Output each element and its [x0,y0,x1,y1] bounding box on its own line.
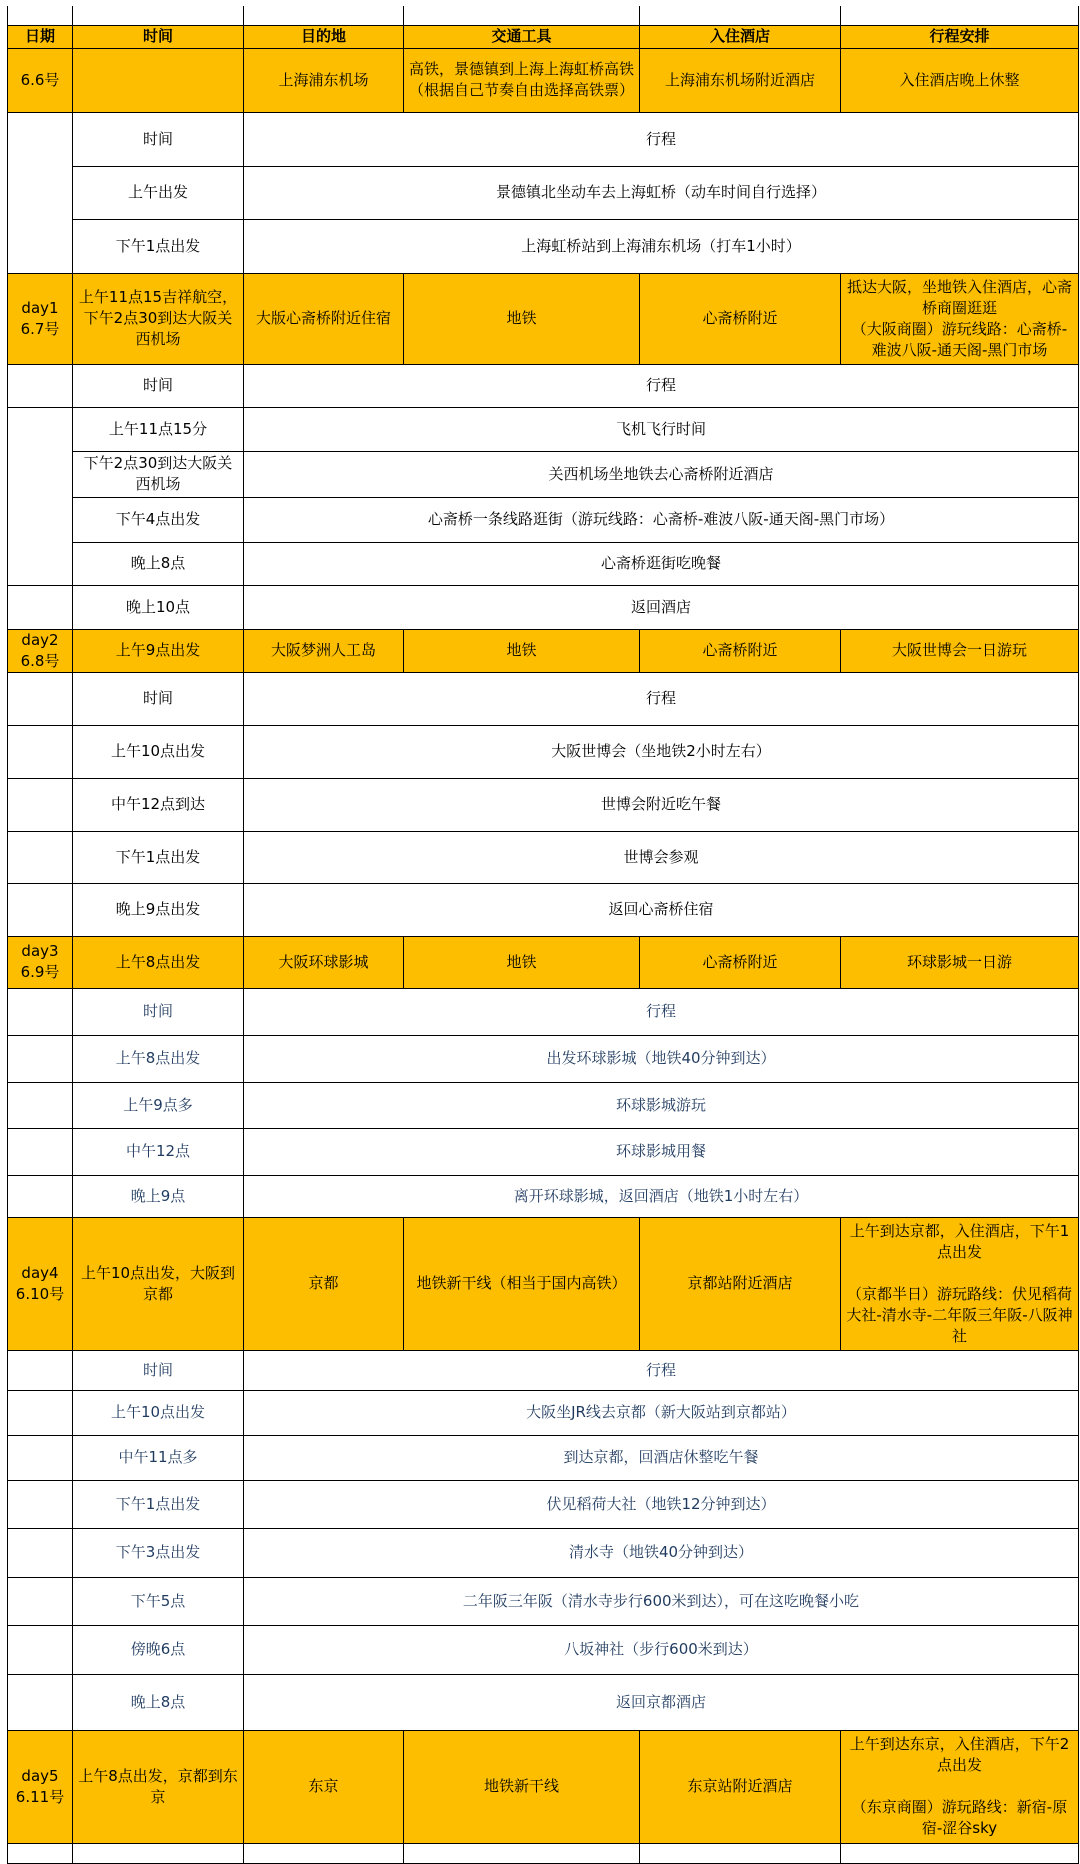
schedule-detail: 返回酒店 [244,585,1079,629]
day-destination: 上海浦东机场 [244,48,404,112]
day-date: day2 6.8号 [8,629,73,672]
schedule-time: 晚上10点 [73,585,244,629]
schedule-row [8,1035,1079,1082]
schedule-detail: 返回京都酒店 [244,1674,1079,1730]
day-plan: 抵达大阪，坐地铁入住酒店，心斋桥商圈逛逛 （大阪商圈）游玩线路：心斋桥-难波八阪-通天阁-黑门市场 [841,273,1079,364]
schedule-detail-header: 行程 [244,112,1079,166]
schedule-row [8,883,1079,936]
schedule-time: 上午8点出发 [73,1035,244,1082]
schedule-time: 中午12点到达 [73,778,244,831]
date-spacer [8,1528,73,1577]
schedule-row [8,831,1079,883]
date-spacer [8,1674,73,1730]
date-spacer [8,831,73,883]
header-hotel: 入住酒店 [640,25,841,48]
schedule-time-header: 时间 [73,672,244,725]
date-spacer [8,407,73,585]
schedule-detail: 大阪坐JR线去京都（新大阪站到京都站） [244,1390,1079,1435]
schedule-row [8,407,1079,451]
schedule-detail: 到达京都，回酒店休整吃午餐 [244,1435,1079,1480]
schedule-detail: 环球影城用餐 [244,1128,1079,1175]
header-row [8,25,1079,48]
date-spacer [8,364,73,407]
schedule-header-row [8,672,1079,725]
day-summary-row [8,936,1079,988]
schedule-detail: 上海虹桥站到上海浦东机场（打车1小时） [244,219,1079,273]
day-date: 6.6号 [8,48,73,112]
day-plan: 入住酒店晚上休整 [841,48,1079,112]
schedule-detail: 出发环球影城（地铁40分钟到达） [244,1035,1079,1082]
day-hotel: 心斋桥附近 [640,273,841,364]
day-time: 上午8点出发，京都到东京 [73,1730,244,1843]
day-transport: 地铁新干线（相当于国内高铁） [404,1217,640,1350]
schedule-time: 中午12点 [73,1128,244,1175]
day-destination: 大阪梦洲人工岛 [244,629,404,672]
schedule-row [8,1528,1079,1577]
schedule-time: 下午2点30到达大阪关西机场 [73,451,244,497]
header-transport: 交通工具 [404,25,640,48]
schedule-time: 傍晚6点 [73,1625,244,1674]
schedule-time: 上午10点出发 [73,1390,244,1435]
date-spacer [8,1035,73,1082]
day-time [73,48,244,112]
schedule-row [8,219,1079,273]
day-summary-row [8,273,1079,364]
schedule-detail: 二年阪三年阪（清水寺步行600米到达），可在这吃晚餐小吃 [244,1577,1079,1625]
schedule-detail-header: 行程 [244,364,1079,407]
schedule-time: 晚上9点 [73,1175,244,1217]
day-hotel: 京都站附近酒店 [640,1217,841,1350]
schedule-row [8,451,1079,497]
schedule-detail: 关西机场坐地铁去心斋桥附近酒店 [244,451,1079,497]
schedule-detail-header: 行程 [244,1350,1079,1390]
schedule-detail: 返回心斋桥住宿 [244,883,1079,936]
blank-row [8,6,1079,25]
date-spacer [8,1625,73,1674]
day-time: 上午11点15吉祥航空，下午2点30到达大阪关西机场 [73,273,244,364]
day-plan: 上午到达东京，入住酒店，下午2点出发 （东京商圈）游玩路线：新宿-原宿-涩谷sky [841,1730,1079,1843]
itinerary-table [7,6,1079,1864]
schedule-time: 上午出发 [73,166,244,219]
day-date: day3 6.9号 [8,936,73,988]
schedule-time: 上午10点出发 [73,725,244,778]
header-time: 时间 [73,25,244,48]
schedule-detail-header: 行程 [244,672,1079,725]
schedule-row [8,1577,1079,1625]
date-spacer [8,585,73,629]
date-spacer [8,1128,73,1175]
schedule-row [8,1175,1079,1217]
day-date: day5 6.11号 [8,1730,73,1843]
schedule-time: 下午5点 [73,1577,244,1625]
date-spacer [8,112,73,273]
date-spacer [8,778,73,831]
header-destination: 目的地 [244,25,404,48]
date-spacer [8,1175,73,1217]
schedule-detail: 八坂神社（步行600米到达） [244,1625,1079,1674]
date-spacer [8,1350,73,1390]
schedule-time: 下午1点出发 [73,1480,244,1528]
schedule-detail: 清水寺（地铁40分钟到达） [244,1528,1079,1577]
schedule-row [8,585,1079,629]
day-summary-row [8,1730,1079,1843]
schedule-row [8,497,1079,542]
schedule-time: 晚上8点 [73,542,244,585]
schedule-row [8,542,1079,585]
schedule-detail: 离开环球影城，返回酒店（地铁1小时左右） [244,1175,1079,1217]
schedule-time: 中午11点多 [73,1435,244,1480]
day-summary-row [8,629,1079,672]
day-time: 上午8点出发 [73,936,244,988]
schedule-row [8,1082,1079,1128]
day-transport: 高铁，景德镇到上海上海虹桥高铁（根据自己节奏自由选择高铁票） [404,48,640,112]
day-plan: 大阪世博会一日游玩 [841,629,1079,672]
day-destination: 大版心斋桥附近住宿 [244,273,404,364]
day-destination: 京都 [244,1217,404,1350]
day-transport: 地铁 [404,273,640,364]
date-spacer [8,1390,73,1435]
header-plan: 行程安排 [841,25,1079,48]
day-date: day1 6.7号 [8,273,73,364]
schedule-time: 下午3点出发 [73,1528,244,1577]
day-transport: 地铁 [404,936,640,988]
schedule-header-row [8,988,1079,1035]
schedule-row [8,1390,1079,1435]
schedule-time: 上午11点15分 [73,407,244,451]
day-plan: 上午到达京都，入住酒店，下午1点出发 （京都半日）游玩路线：伏见稻荷大社-清水寺-二年阪三年阪-八阪神社 [841,1217,1079,1350]
date-spacer [8,1480,73,1528]
day-summary-row [8,48,1079,112]
date-spacer [8,988,73,1035]
schedule-detail: 环球影城游玩 [244,1082,1079,1128]
day-hotel: 心斋桥附近 [640,629,841,672]
blank-row [8,1843,1079,1863]
date-spacer [8,672,73,725]
schedule-detail-header: 行程 [244,988,1079,1035]
day-destination: 东京 [244,1730,404,1843]
date-spacer [8,883,73,936]
day-time: 上午10点出发，大阪到京都 [73,1217,244,1350]
day-hotel: 东京站附近酒店 [640,1730,841,1843]
date-spacer [8,1435,73,1480]
schedule-row [8,778,1079,831]
schedule-time-header: 时间 [73,112,244,166]
day-hotel: 心斋桥附近 [640,936,841,988]
schedule-header-row [8,112,1079,166]
schedule-detail: 景德镇北坐动车去上海虹桥（动车时间自行选择） [244,166,1079,219]
schedule-time: 晚上8点 [73,1674,244,1730]
schedule-detail: 伏见稻荷大社（地铁12分钟到达） [244,1480,1079,1528]
day-destination: 大阪环球影城 [244,936,404,988]
schedule-detail: 大阪世博会（坐地铁2小时左右） [244,725,1079,778]
schedule-row [8,1435,1079,1480]
day-summary-row [8,1217,1079,1350]
header-date: 日期 [8,25,73,48]
schedule-row [8,166,1079,219]
schedule-time-header: 时间 [73,988,244,1035]
schedule-detail: 心斋桥一条线路逛街（游玩线路：心斋桥-难波八阪-通天阁-黑门市场） [244,497,1079,542]
schedule-row [8,1625,1079,1674]
schedule-row [8,1480,1079,1528]
day-plan: 环球影城一日游 [841,936,1079,988]
schedule-header-row [8,1350,1079,1390]
schedule-detail: 世博会参观 [244,831,1079,883]
schedule-time: 下午1点出发 [73,831,244,883]
schedule-time-header: 时间 [73,364,244,407]
schedule-time: 晚上9点出发 [73,883,244,936]
schedule-time: 上午9点多 [73,1082,244,1128]
day-time: 上午9点出发 [73,629,244,672]
schedule-row [8,1128,1079,1175]
schedule-row [8,725,1079,778]
schedule-detail: 心斋桥逛街吃晚餐 [244,542,1079,585]
day-date: day4 6.10号 [8,1217,73,1350]
schedule-time: 下午4点出发 [73,497,244,542]
schedule-detail: 世博会附近吃午餐 [244,778,1079,831]
date-spacer [8,1082,73,1128]
schedule-time: 下午1点出发 [73,219,244,273]
day-hotel: 上海浦东机场附近酒店 [640,48,841,112]
date-spacer [8,725,73,778]
day-transport: 地铁新干线 [404,1730,640,1843]
day-transport: 地铁 [404,629,640,672]
schedule-detail: 飞机飞行时间 [244,407,1079,451]
schedule-time-header: 时间 [73,1350,244,1390]
schedule-row [8,1674,1079,1730]
date-spacer [8,1577,73,1625]
schedule-header-row [8,364,1079,407]
